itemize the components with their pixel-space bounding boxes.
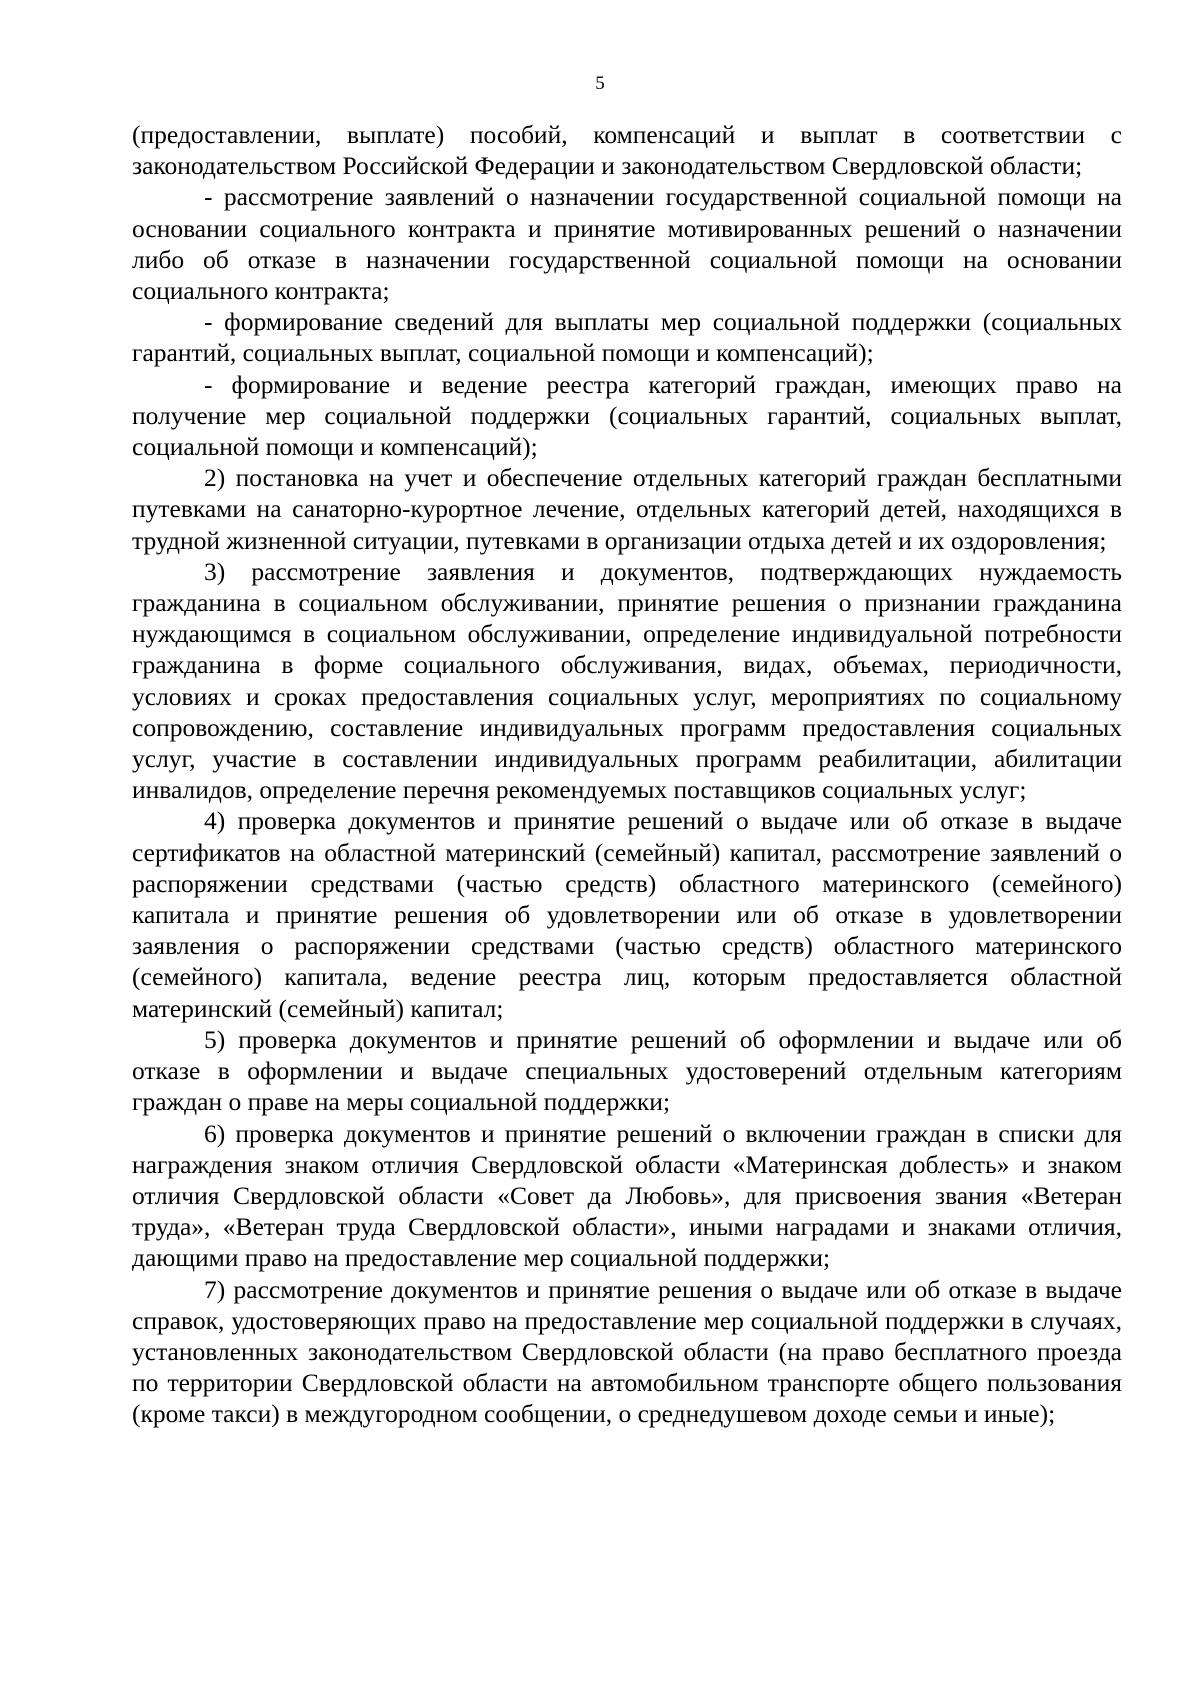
paragraph-item-7: 7) рассмотрение документов и принятие решения о выдаче или об отказе в выдаче справок, удостоверяющих право на предоставление мер социальной поддержки в случаях, установленных законодательством Свердловской области (на право бесплатного проезда по территории Свердловской области на автомобильном транспорте общего пользования (кроме такси) в междугородном сообщении, о среднедушевом доходе семьи и иные); xyxy=(132,1274,1122,1429)
paragraph-item-4: 4) проверка документов и принятие решений о выдаче или об отказе в выдаче сертификатов на областной материнский (семейный) капитал, рассмотрение заявлений о распоряжении средствами (частью средств) областного материнского (семейного) капитала и принятие решения об удовлетворении или об отказе в удовлетворении заявления о распоряжении средствами (частью средств) областного материнского (семейного) капитала, ведение реестра лиц, которым предоставляется областной материнский (семейный) капитал; xyxy=(132,806,1122,1023)
paragraph-item-2: 2) постановка на учет и обеспечение отдельных категорий граждан бесплатными путевками на санаторно-курортное лечение, отдельных категорий детей, находящихся в трудной жизненной ситуации, путевками в организации отдыха детей и их оздоровления; xyxy=(132,463,1122,555)
paragraph-item-5: 5) проверка документов и принятие решений об оформлении и выдаче или об отказе в оформлении и выдаче специальных удостоверений отдельным категориям граждан о праве на меры социальной поддержки; xyxy=(132,1024,1122,1117)
paragraph-item-6: 6) проверка документов и принятие решений о включении граждан в списки для награждения знаком отличия Свердловской области «Материнская доблесть» и знаком отличия Свердловской области «Совет да Любовь», для присвоения звания «Ветеран труда», «Ветеран труда Свердловской области», иными наградами и знаками отличия, дающими право на предоставление мер социальной поддержки; xyxy=(132,1118,1122,1273)
paragraph-continuation: (предоставлении, выплате) пособий, компенсаций и выплат в соответствии с законодательством Российской Федерации и законодательством Свердловской области; xyxy=(132,120,1122,181)
document-body xyxy=(132,119,1122,1430)
paragraph-registry: - формирование и ведение реестра категорий граждан, имеющих право на получение мер социальной поддержки (социальных гарантий, социальных выплат, социальной помощи и компенсаций); xyxy=(132,369,1122,462)
paragraph-item-3: 3) рассмотрение заявления и документов, подтверждающих нуждаемость гражданина в социальном обслуживании, принятие решения о признании гражданина нуждающимся в социальном обслуживании, определение индивидуальной потребности гражданина в форме социального обслуживания, видах, объемах, периодичности, условиях и сроках предоставления социальных услуг, мероприятиях по социальному сопровождению, составление индивидуальных программ предоставления социальных услуг, участие в составлении индивидуальных программ реабилитации, абилитации инвалидов, определение перечня рекомендуемых поставщиков социальных услуг; xyxy=(132,556,1122,805)
paragraph-payment-info: - формирование сведений для выплаты мер социальной поддержки (социальных гарантий, социальных выплат, социальной помощи и компенсаций); xyxy=(132,307,1122,368)
paragraph-social-contract: - рассмотрение заявлений о назначении государственной социальной помощи на основании социального контракта и принятие мотивированных решений о назначении либо об отказе в назначении государственной социальной помощи на основании социального контракта; xyxy=(132,182,1122,306)
page-number: 5 xyxy=(595,73,605,94)
